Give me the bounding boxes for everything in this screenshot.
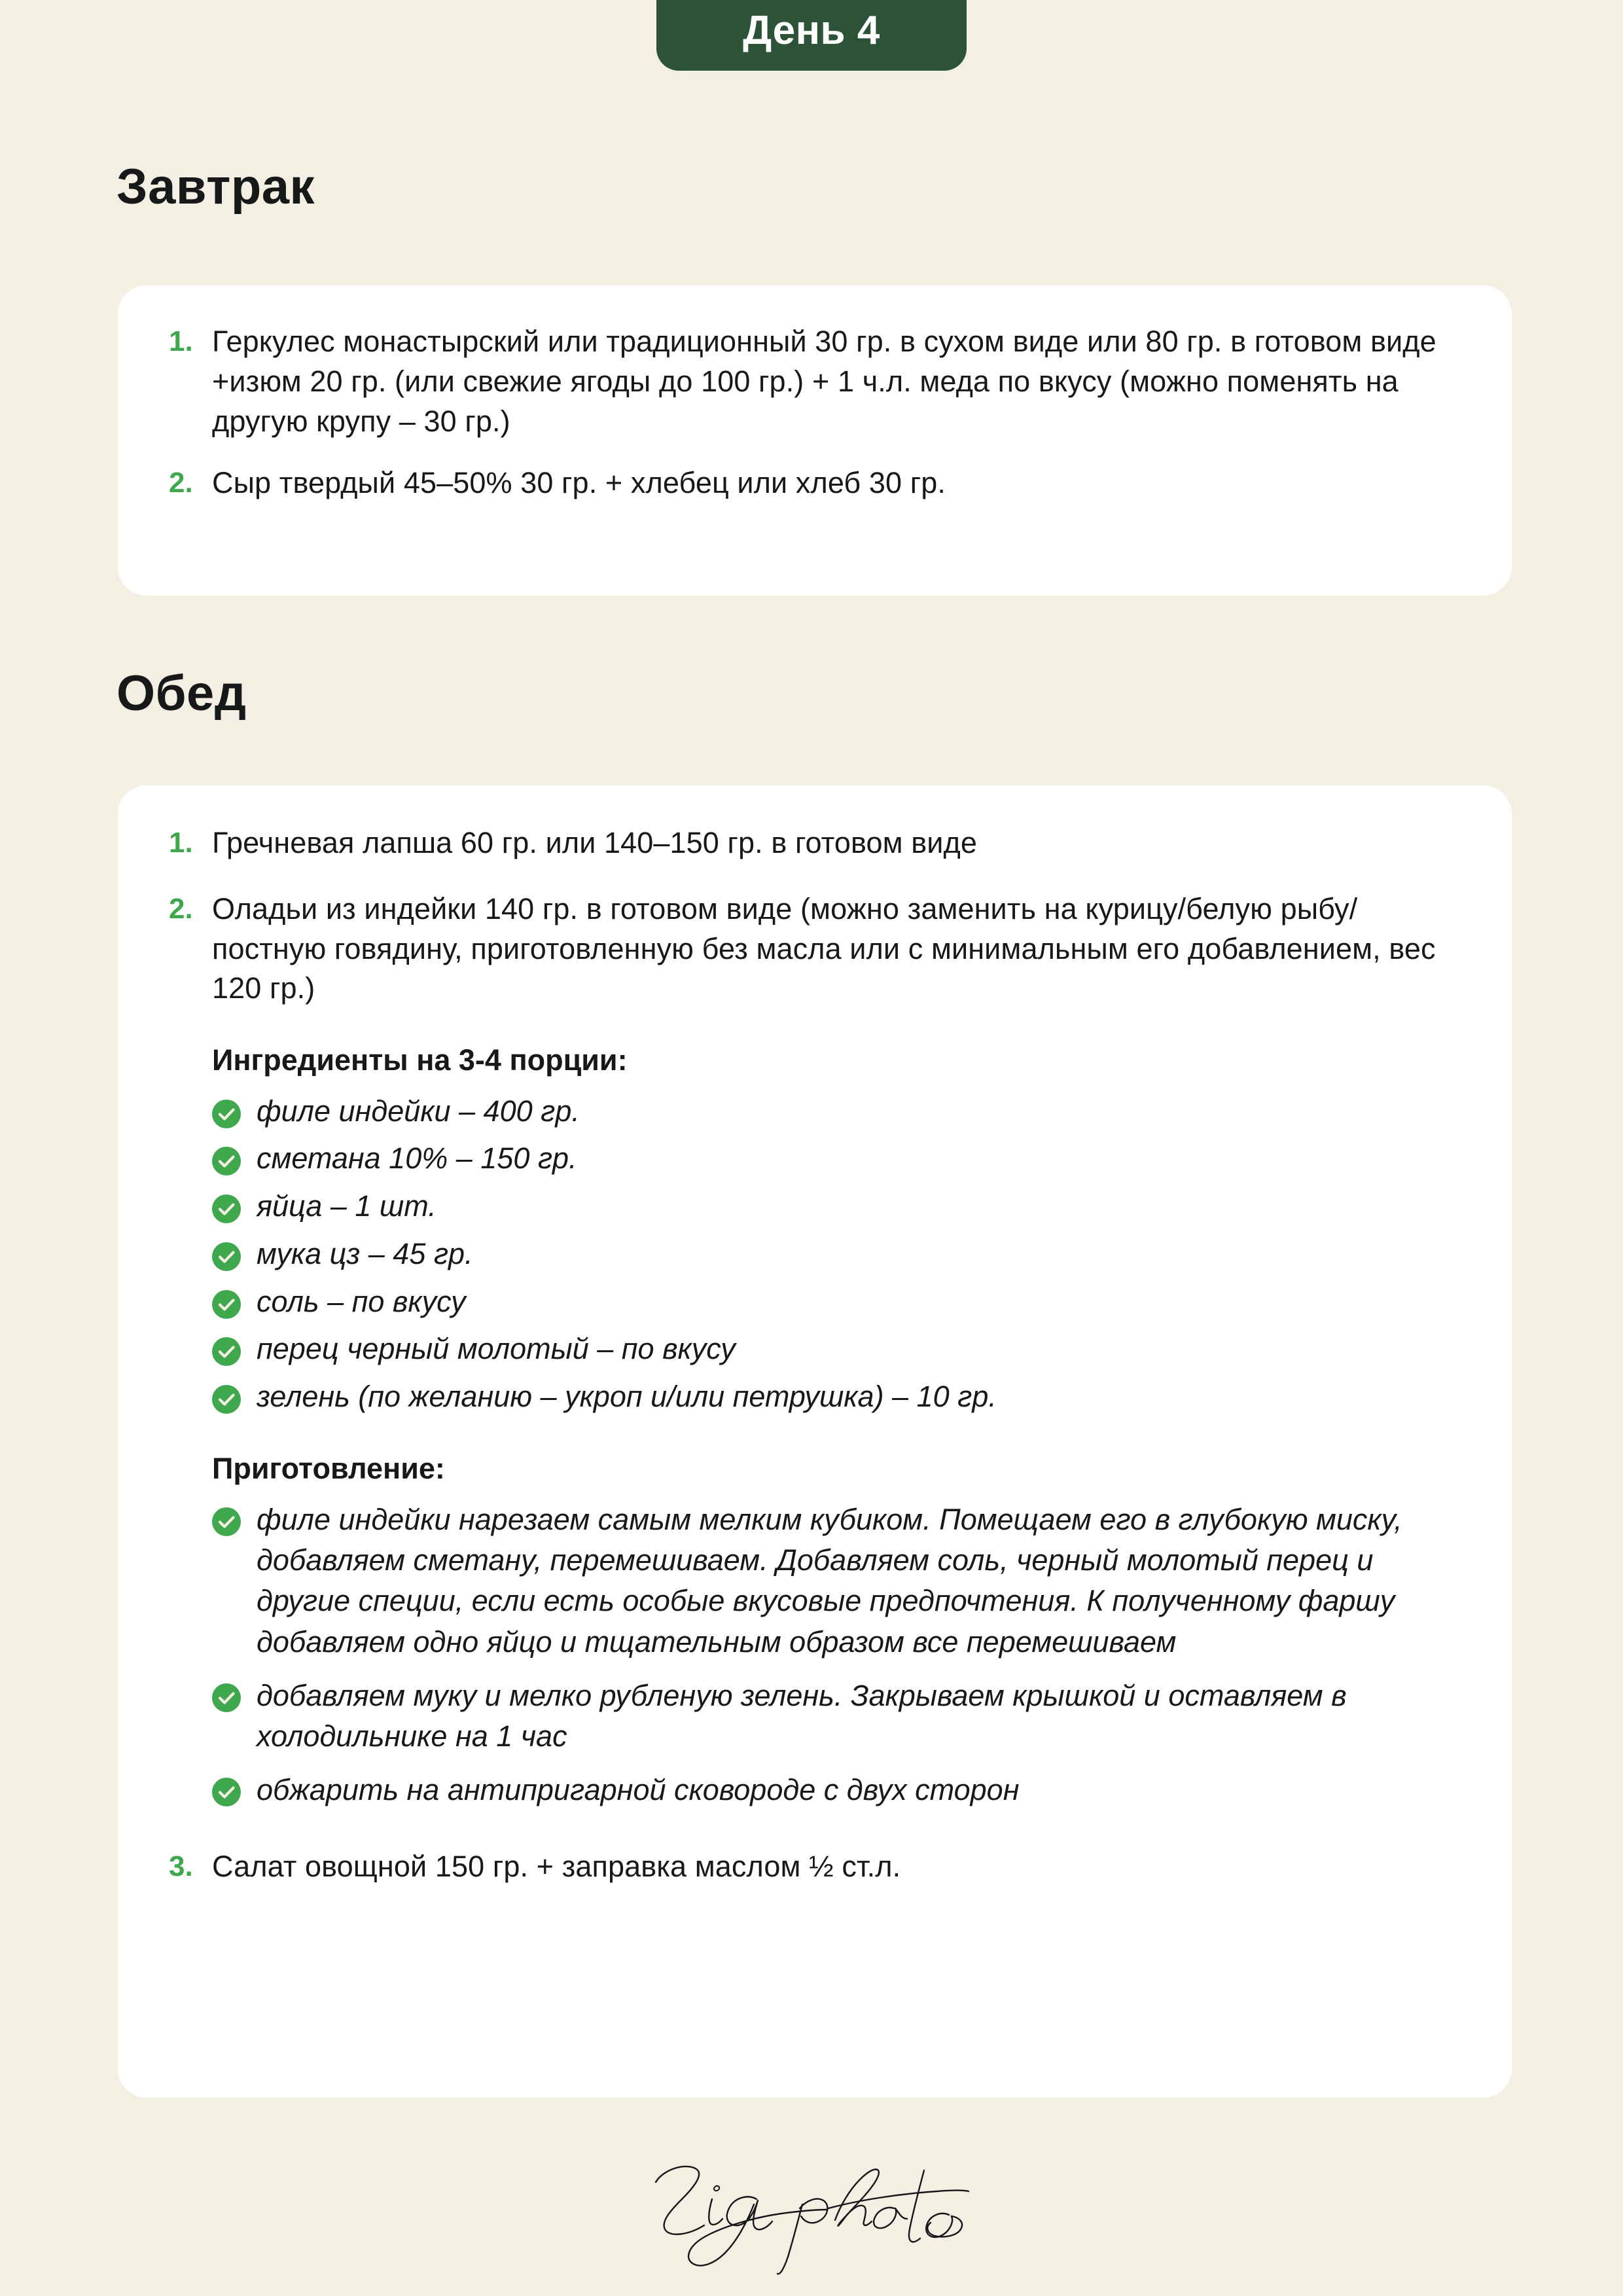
- list-marker: 1.: [169, 325, 193, 357]
- section-heading-lunch: Обед: [116, 666, 247, 721]
- lunch-list: [161, 823, 1466, 1887]
- list-item: [161, 1847, 1466, 1887]
- list-item: [212, 1092, 1466, 1132]
- via-photo-signature-icon: [641, 2153, 982, 2278]
- list-item: [212, 1187, 1466, 1227]
- preparation-step-text: обжарить на антипригарной сковороде с двух сторон: [257, 1772, 1020, 1806]
- list-item-body: [212, 1847, 1466, 1887]
- list-item: [212, 1499, 1466, 1662]
- list-item-body: [212, 463, 1466, 503]
- ingredients-block: [212, 1041, 1466, 1417]
- list-item: [212, 1770, 1466, 1810]
- breakfast-list: [161, 322, 1466, 503]
- ingredient-text: сметана 10% – 150 гр.: [257, 1141, 577, 1175]
- preparation-step-text: добавляем муку и мелко рубленую зелень. Закрываем крышкой и оставляем в холодильнике на 1 час: [257, 1678, 1347, 1753]
- section-heading-breakfast: Завтрак: [116, 159, 315, 215]
- list-marker: 2.: [169, 892, 193, 925]
- preparation-block: [212, 1450, 1466, 1810]
- list-item: [161, 889, 1466, 1810]
- preparation-title: Приготовление:: [212, 1451, 445, 1485]
- list-item-text: Оладьи из индейки 140 гр. в готовом виде (можно заменить на курицу/белую рыбу/постную говядину, приготовленную без масла или с минимальным его добавлением, вес 120 гр.): [212, 891, 1436, 1005]
- ingredient-text: филе индейки – 400 гр.: [257, 1094, 580, 1128]
- watermark-signature: [0, 2153, 1623, 2278]
- list-item-text: Гречневая лапша 60 гр. или 140–150 гр. в готовом виде: [212, 826, 977, 859]
- list-item: [161, 322, 1466, 441]
- list-item: [212, 1234, 1466, 1274]
- list-marker: 1.: [169, 827, 193, 859]
- ingredients-title: Ингредиенты на 3-4 порции:: [212, 1043, 628, 1077]
- list-item-body: [212, 823, 1466, 863]
- ingredient-text: яйца – 1 шт.: [257, 1189, 437, 1223]
- day-badge-container: [0, 0, 1623, 71]
- list-item: [212, 1139, 1466, 1179]
- lunch-card: [118, 785, 1512, 2098]
- ingredient-text: перец черный молотый – по вкусу: [257, 1332, 736, 1366]
- breakfast-card: [118, 285, 1512, 596]
- list-item: [161, 823, 1466, 863]
- check-circle-icon: [212, 1337, 241, 1366]
- list-item: [212, 1282, 1466, 1322]
- ingredient-text: мука цз – 45 гр.: [257, 1236, 473, 1270]
- ingredients-list: [212, 1092, 1466, 1417]
- list-item-body: [212, 322, 1466, 441]
- check-circle-icon: [212, 1778, 241, 1806]
- day-badge: День 4: [656, 0, 967, 71]
- list-marker: 3.: [169, 1850, 193, 1882]
- list-item-text: Сыр твердый 45–50% 30 гр. + хлебец или хлеб 30 гр.: [212, 466, 946, 500]
- list-item: [212, 1377, 1466, 1417]
- list-item-text: Геркулес монастырский или традиционный 30 гр. в сухом виде или 80 гр. в готовом виде +изюм 20 гр. (или свежие ягоды до 100 гр.) + 1 ч.л. меда по вкусу (можно поменять на другую крупу – 30 гр.): [212, 325, 1436, 438]
- check-circle-icon: [212, 1147, 241, 1175]
- check-circle-icon: [212, 1507, 241, 1536]
- check-circle-icon: [212, 1385, 241, 1414]
- preparation-step-text: филе индейки нарезаем самым мелким кубиком. Помещаем его в глубокую миску, добавляем сметану, перемешиваем. Добавляем соль, черный молотый перец и другие специи, если есть особые вкусовые предпочтения. К полученному фаршу добавляем одно яйцо и тщательным образом все перемешиваем: [257, 1503, 1402, 1659]
- list-item: [212, 1676, 1466, 1757]
- list-item-body: [212, 889, 1466, 1810]
- check-circle-icon: [212, 1683, 241, 1712]
- list-item: [212, 1329, 1466, 1369]
- check-circle-icon: [212, 1242, 241, 1271]
- check-circle-icon: [212, 1100, 241, 1128]
- ingredient-text: соль – по вкусу: [257, 1284, 466, 1318]
- list-item-text: Салат овощной 150 гр. + заправка маслом ½ ст.л.: [212, 1849, 901, 1883]
- preparation-list: [212, 1499, 1466, 1810]
- check-circle-icon: [212, 1194, 241, 1223]
- check-circle-icon: [212, 1290, 241, 1319]
- ingredient-text: зелень (по желанию – укроп и/или петрушка) – 10 гр.: [257, 1380, 997, 1413]
- list-marker: 2.: [169, 467, 193, 499]
- list-item: [161, 463, 1466, 503]
